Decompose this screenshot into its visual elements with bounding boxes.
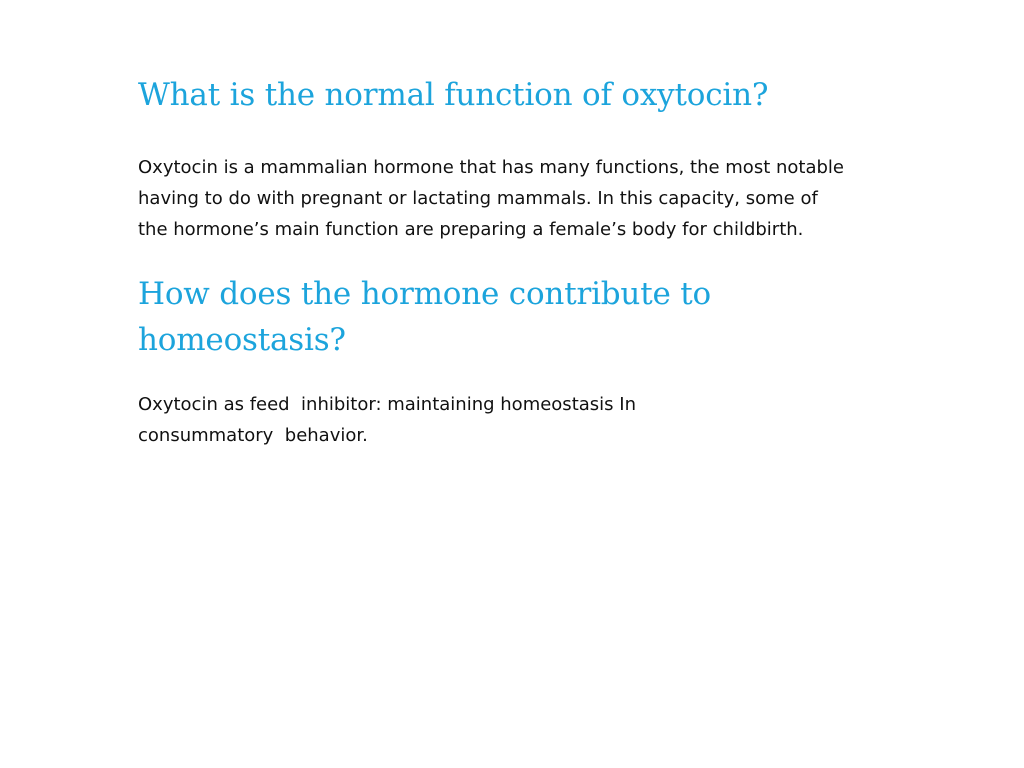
slide-content	[138, 72, 858, 451]
heading-homeostasis: How does the hormone contribute to homeostasis?	[138, 276, 711, 358]
paragraph-normal-function: Oxytocin is a mammalian hormone that has many functions, the most notable having to do with pregnant or lactating mammals. In this capacity, some of the hormone’s main function are preparing a female’s body for childbirth.	[138, 157, 850, 240]
paragraph-homeostasis: Oxytocin as feed inhibitor: maintaining homeostasis In consummatory behavior.	[138, 394, 642, 446]
heading-normal-function: What is the normal function of oxytocin?	[138, 77, 769, 113]
